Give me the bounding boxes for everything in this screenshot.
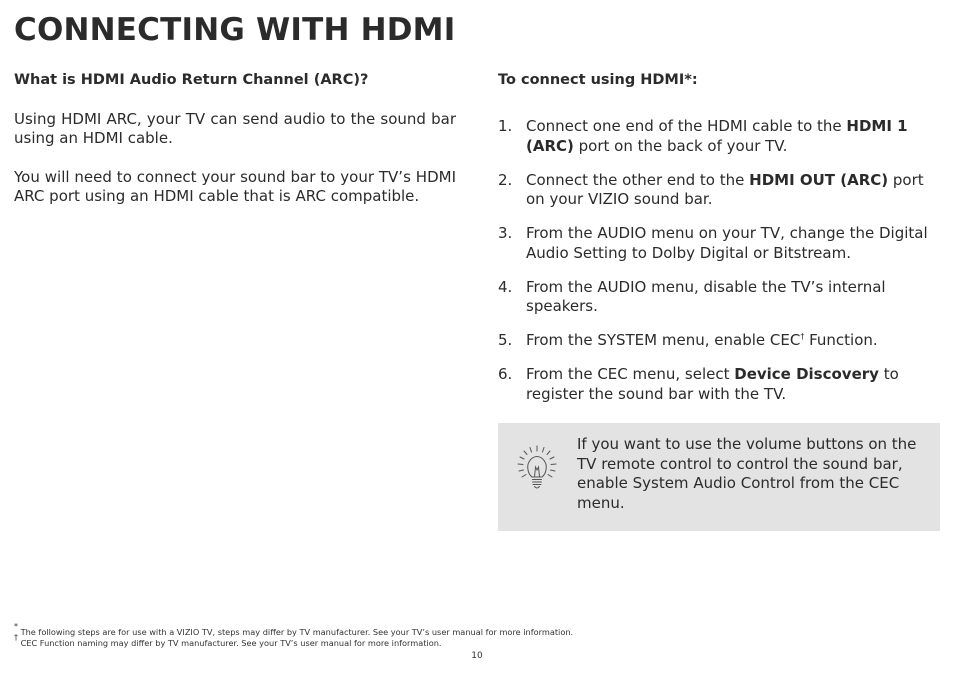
step-text: From the AUDIO menu on your TV, change the Digital Audio Setting to Dolby Digital or Bitstream. — [526, 224, 928, 262]
footnote-dagger — [14, 632, 573, 649]
step-text: Connect one end of the HDMI cable to the — [526, 117, 847, 135]
arc-explanation-section — [14, 70, 456, 206]
step-text: From the SYSTEM menu, enable CEC — [526, 331, 801, 349]
footnote-text: CEC Function naming may differ by TV manufacturer. See your TV’s user manual for more information. — [18, 637, 442, 648]
step-item — [498, 365, 940, 404]
step-item — [498, 224, 940, 263]
steps-list — [498, 117, 940, 404]
step-bold-text: Device Discovery — [734, 365, 879, 383]
step-text: to register the sound bar with the TV. — [526, 365, 899, 403]
step-text: From the AUDIO menu, disable the TV’s internal speakers. — [526, 277, 886, 315]
step-text: port on your VIZIO sound bar. — [526, 170, 924, 208]
step-item — [498, 278, 940, 317]
step-item — [498, 171, 940, 210]
connect-steps-section — [498, 70, 940, 419]
dagger-mark: † — [800, 332, 805, 341]
step-text: Function. — [804, 331, 878, 349]
step-number: 4. — [498, 277, 513, 296]
step-number: 3. — [498, 224, 513, 242]
page-number: 10 — [471, 651, 483, 661]
step-number: 1. — [498, 117, 513, 135]
steps-heading: To connect using HDMI*: — [498, 72, 698, 88]
step-number: 6. — [498, 365, 513, 383]
step-number: 2. — [498, 170, 513, 189]
footnotes — [14, 622, 574, 648]
step-text: Connect the other end to the — [526, 170, 750, 189]
asterisk-mark: * — [14, 622, 18, 631]
footnote-asterisk — [14, 622, 574, 638]
lightbulb-icon — [516, 443, 558, 491]
arc-paragraph-2: You will need to connect your sound bar to your TV’s HDMI ARC port using an HDMI cable that is ARC compatible. — [14, 168, 456, 205]
step-bold-text: HDMI 1 (ARC) — [526, 117, 908, 155]
tip-box — [498, 423, 940, 531]
step-text: From the CEC menu, select — [526, 365, 735, 383]
footnote-text: The following steps are for use with a VIZIO TV, steps may differ by TV manufacturer. See your TV’s user manual for more information. — [18, 627, 574, 637]
step-item — [498, 331, 940, 351]
dagger-mark: † — [14, 632, 18, 642]
step-number: 5. — [498, 331, 513, 349]
step-bold-text: HDMI OUT (ARC) — [749, 170, 889, 189]
arc-paragraph-1: Using HDMI ARC, your TV can send audio to the sound bar using an HDMI cable. — [14, 110, 456, 147]
tip-text: If you want to use the volume buttons on the TV remote control to control the sound bar, enable System Audio Control from the CEC menu. — [577, 435, 917, 512]
page-title: CONNECTING WITH HDMI — [14, 12, 456, 48]
arc-heading: What is HDMI Audio Return Channel (ARC)? — [14, 72, 369, 88]
step-item — [498, 117, 940, 156]
step-text: port on the back of your TV. — [573, 136, 788, 155]
